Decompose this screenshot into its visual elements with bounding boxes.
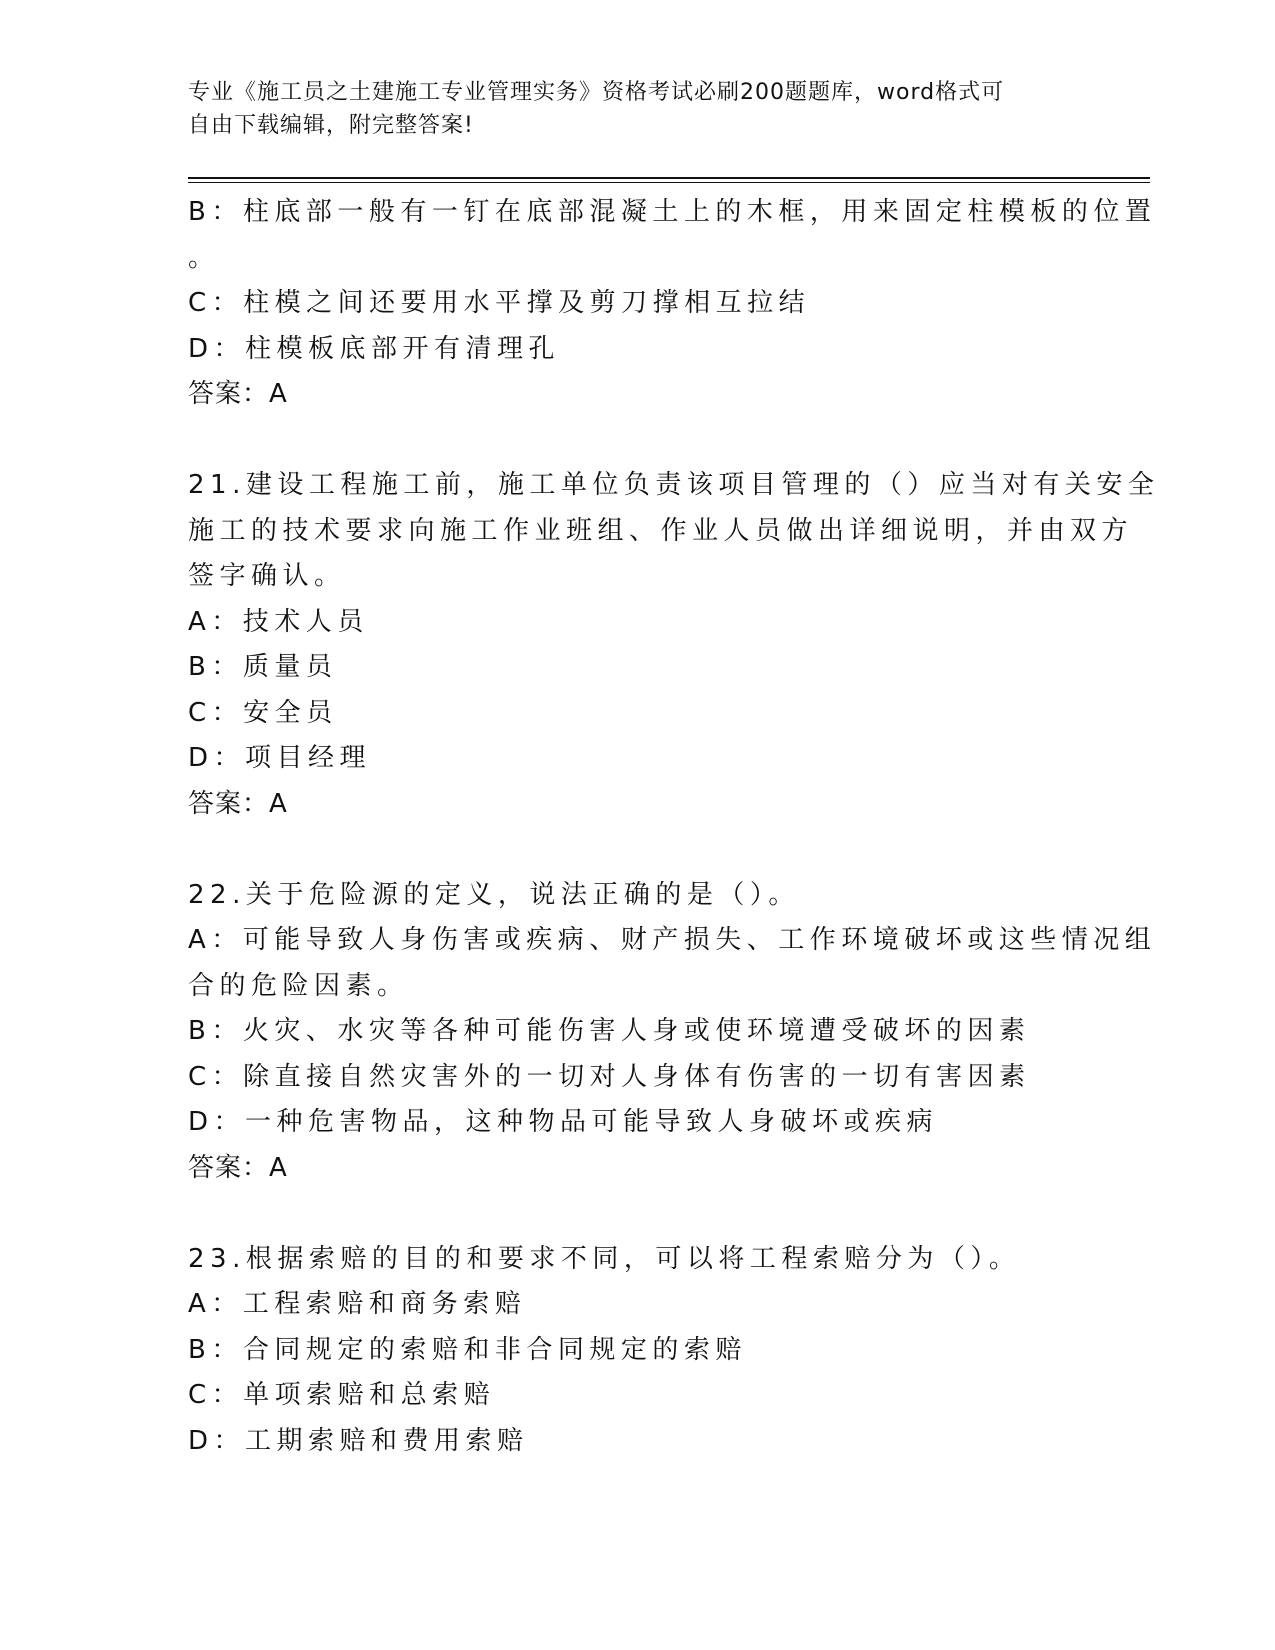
option-b: B：火灾、水灾等各种可能伤害人身或使环境遭受破坏的因素	[188, 1016, 1031, 1046]
option-a: A：工程索赔和商务索赔	[188, 1289, 527, 1319]
question-23	[188, 1237, 1088, 1465]
header-rule-thin	[188, 182, 1150, 183]
question-text-line-2: 施工的技术要求向施工作业班组、作业人员做出详细说明，并由双方	[188, 515, 1134, 546]
question-22	[188, 873, 1157, 1192]
option-b-continuation: 。	[188, 242, 220, 273]
option-c: C：除直接自然灾害外的一切对人身体有伤害的一切有害因素	[188, 1061, 1031, 1092]
option-c: C：柱模之间还要用水平撑及剪刀撑相互拉结	[188, 288, 811, 318]
question-text-line-1: 22.关于危险源的定义，说法正确的是（）。	[188, 879, 800, 910]
question-text-line-1: 23.根据索赔的目的和要求不同，可以将工程索赔分为（）。	[188, 1243, 1021, 1274]
option-c: C：安全员	[188, 697, 338, 728]
header-title-line-2: 自由下载编辑，附完整答案!	[188, 113, 474, 138]
option-d: D：项目经理	[188, 743, 372, 773]
option-d: D：柱模板底部开有清理孔	[188, 333, 561, 364]
document-header	[188, 76, 1088, 142]
answer: 答案：A	[188, 379, 288, 409]
answer: 答案：A	[188, 1152, 288, 1183]
option-d: D：工期索赔和费用索赔	[188, 1425, 529, 1456]
option-b: B：柱底部一般有一钉在底部混凝土上的木框，用来固定柱模板的位置	[188, 197, 1157, 227]
option-a-continuation: 合的危险因素。	[188, 970, 409, 1001]
header-title-line-1: 专业《施工员之土建施工专业管理实务》资格考试必刷200题题库，word格式可	[188, 80, 1005, 105]
header-rule-thick	[188, 177, 1150, 179]
option-b: B：质量员	[188, 652, 338, 682]
question-21	[188, 463, 1160, 827]
question-content	[188, 190, 1160, 1464]
option-c: C：单项索赔和总索赔	[188, 1380, 496, 1410]
option-d: D：一种危害物品，这种物品可能导致人身破坏或疾病	[188, 1107, 939, 1137]
option-a: A：可能导致人身伤害或疾病、财产损失、工作环境破坏或这些情况组	[188, 925, 1157, 955]
option-a: A：技术人员	[188, 606, 369, 637]
option-b: B：合同规定的索赔和非合同规定的索赔	[188, 1334, 747, 1365]
question-text-line-1: 21.建设工程施工前，施工单位负责该项目管理的（）应当对有关安全	[188, 470, 1160, 500]
question-text-line-3: 签字确认。	[188, 561, 346, 591]
answer: 答案：A	[188, 788, 288, 819]
question-prev	[188, 190, 1157, 418]
